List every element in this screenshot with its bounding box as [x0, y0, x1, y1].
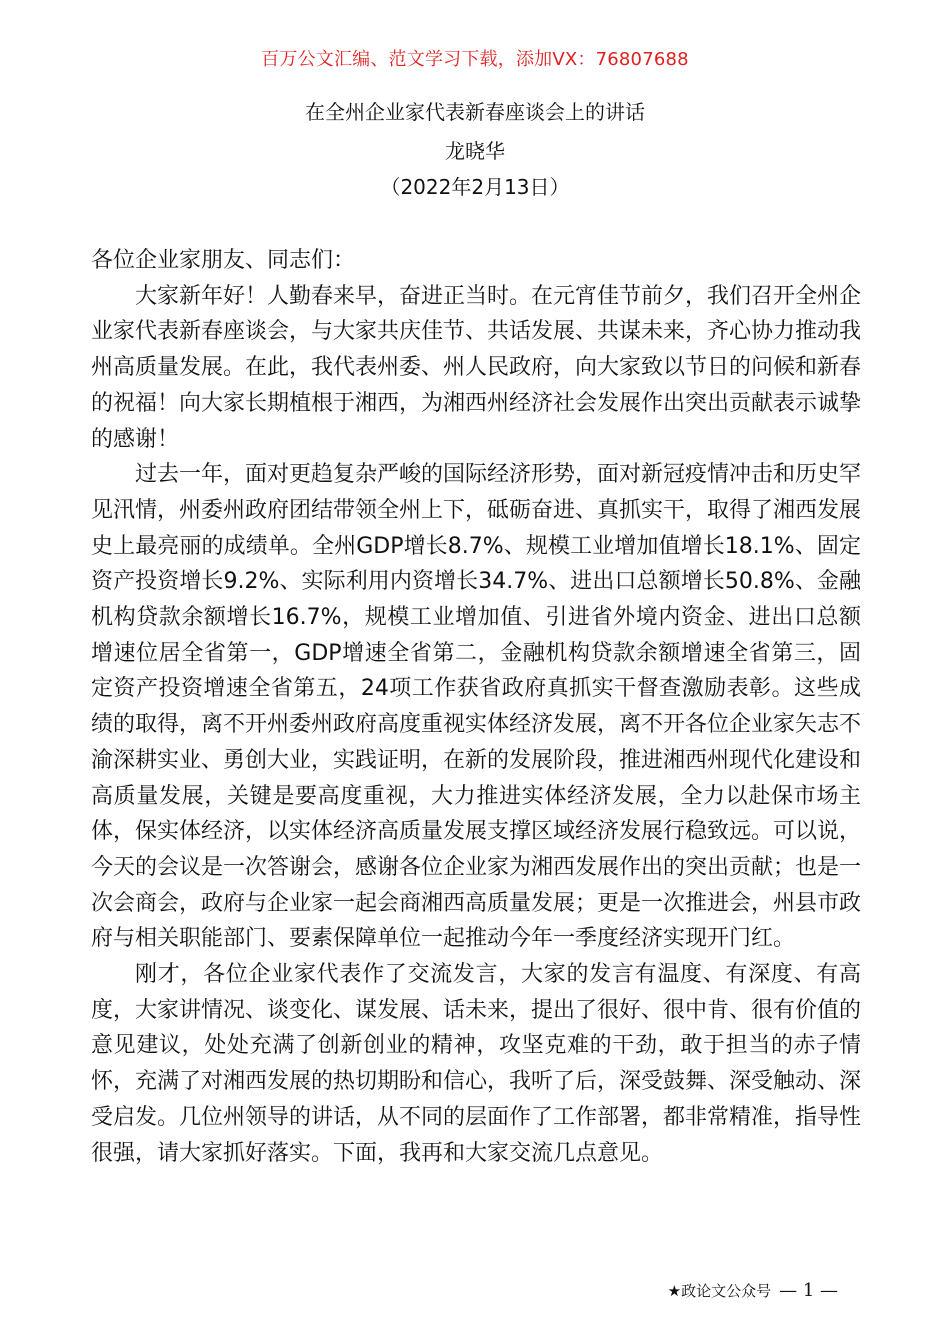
speech-title: 在全州企业家代表新春座谈会上的讲话 [305, 100, 645, 124]
watermark-banner: 百万公文汇编、范文学习下载，添加VX：76807688 [261, 49, 689, 70]
speech-date: （2022年2月13日） [380, 175, 570, 199]
paragraph: 过去一年，面对更趋复杂严峻的国际经济形势，面对新冠疫情冲击和历史罕见汛情，州委州政府团结带领全州上下，砥砺奋进、真抓实干，取得了湘西发展史上最亮丽的成绩单。全州GDP增长8.7%、规模工业增加值增长18.1%、固定资产投资增长9.2%、实际利用内资增长34.7%、进出口总额增长50.8%、金融机构贷款余额增长16.7%，规模工业增加值、引进省外境内资金、进出口总额增速位居全省第一，GDP增速全省第二，金融机构贷款余额增速全省第三，固定资产投资增速全省第五，24项工作获省政府真抓实干督查激励表彰。这些成绩的取得，离不开州委州政府高度重视实体经济发展，离不开各位企业家矢志不渝深耕实业、勇创大业，实践证明，在新的发展阶段，推进湘西州现代化建设和高质量发展，关键是要高度重视，大力推进实体经济发展，全力以赴保市场主体，保实体经济，以实体经济高质量发展支撑区域经济发展行稳致远。可以说，今天的会议是一次答谢会，感谢各位企业家为湘西发展作出的突出贡献；也是一次会商会，政府与企业家一起会商湘西高质量发展；更是一次推进会，州县市政府与相关职能部门、要素保障单位一起推动今年一季度经济实现开门红。 [91, 462, 862, 952]
speech-author: 龙晓华 [445, 139, 505, 163]
footer-source: ★政论文公众号 [667, 1282, 772, 1300]
page-number: — 1 — [779, 1280, 838, 1301]
paragraph: 刚才，各位企业家代表作了交流发言，大家的发言有温度、有深度、有高度，大家讲情况、谈变化、谋发展、话未来，提出了很好、很中肯、很有价值的意见建议，处处充满了创新创业的精神，攻坚克难的干劲，敢于担当的赤子情怀，充满了对湘西发展的热切期盼和信心，我听了后，深受鼓舞、深受触动、深受启发。几位州领导的讲话，从不同的层面作了工作部署，都非常精准，指导性很强，请大家抓好落实。下面，我再和大家交流几点意见。 [91, 962, 862, 1166]
speech-body [91, 243, 861, 1171]
salutation: 各位企业家朋友、同志们： [91, 248, 356, 273]
page-footer [668, 1280, 838, 1302]
paragraph: 大家新年好！人勤春来早，奋进正当时。在元宵佳节前夕，我们召开全州企业家代表新春座谈会，与大家共庆佳节、共话发展、共谋未来，齐心协力推动我州高质量发展。在此，我代表州委、州人民政府，向大家致以节日的问候和新春的祝福！向大家长期植根于湘西，为湘西州经济社会发展作出突出贡献表示诚挚的感谢！ [91, 283, 862, 452]
